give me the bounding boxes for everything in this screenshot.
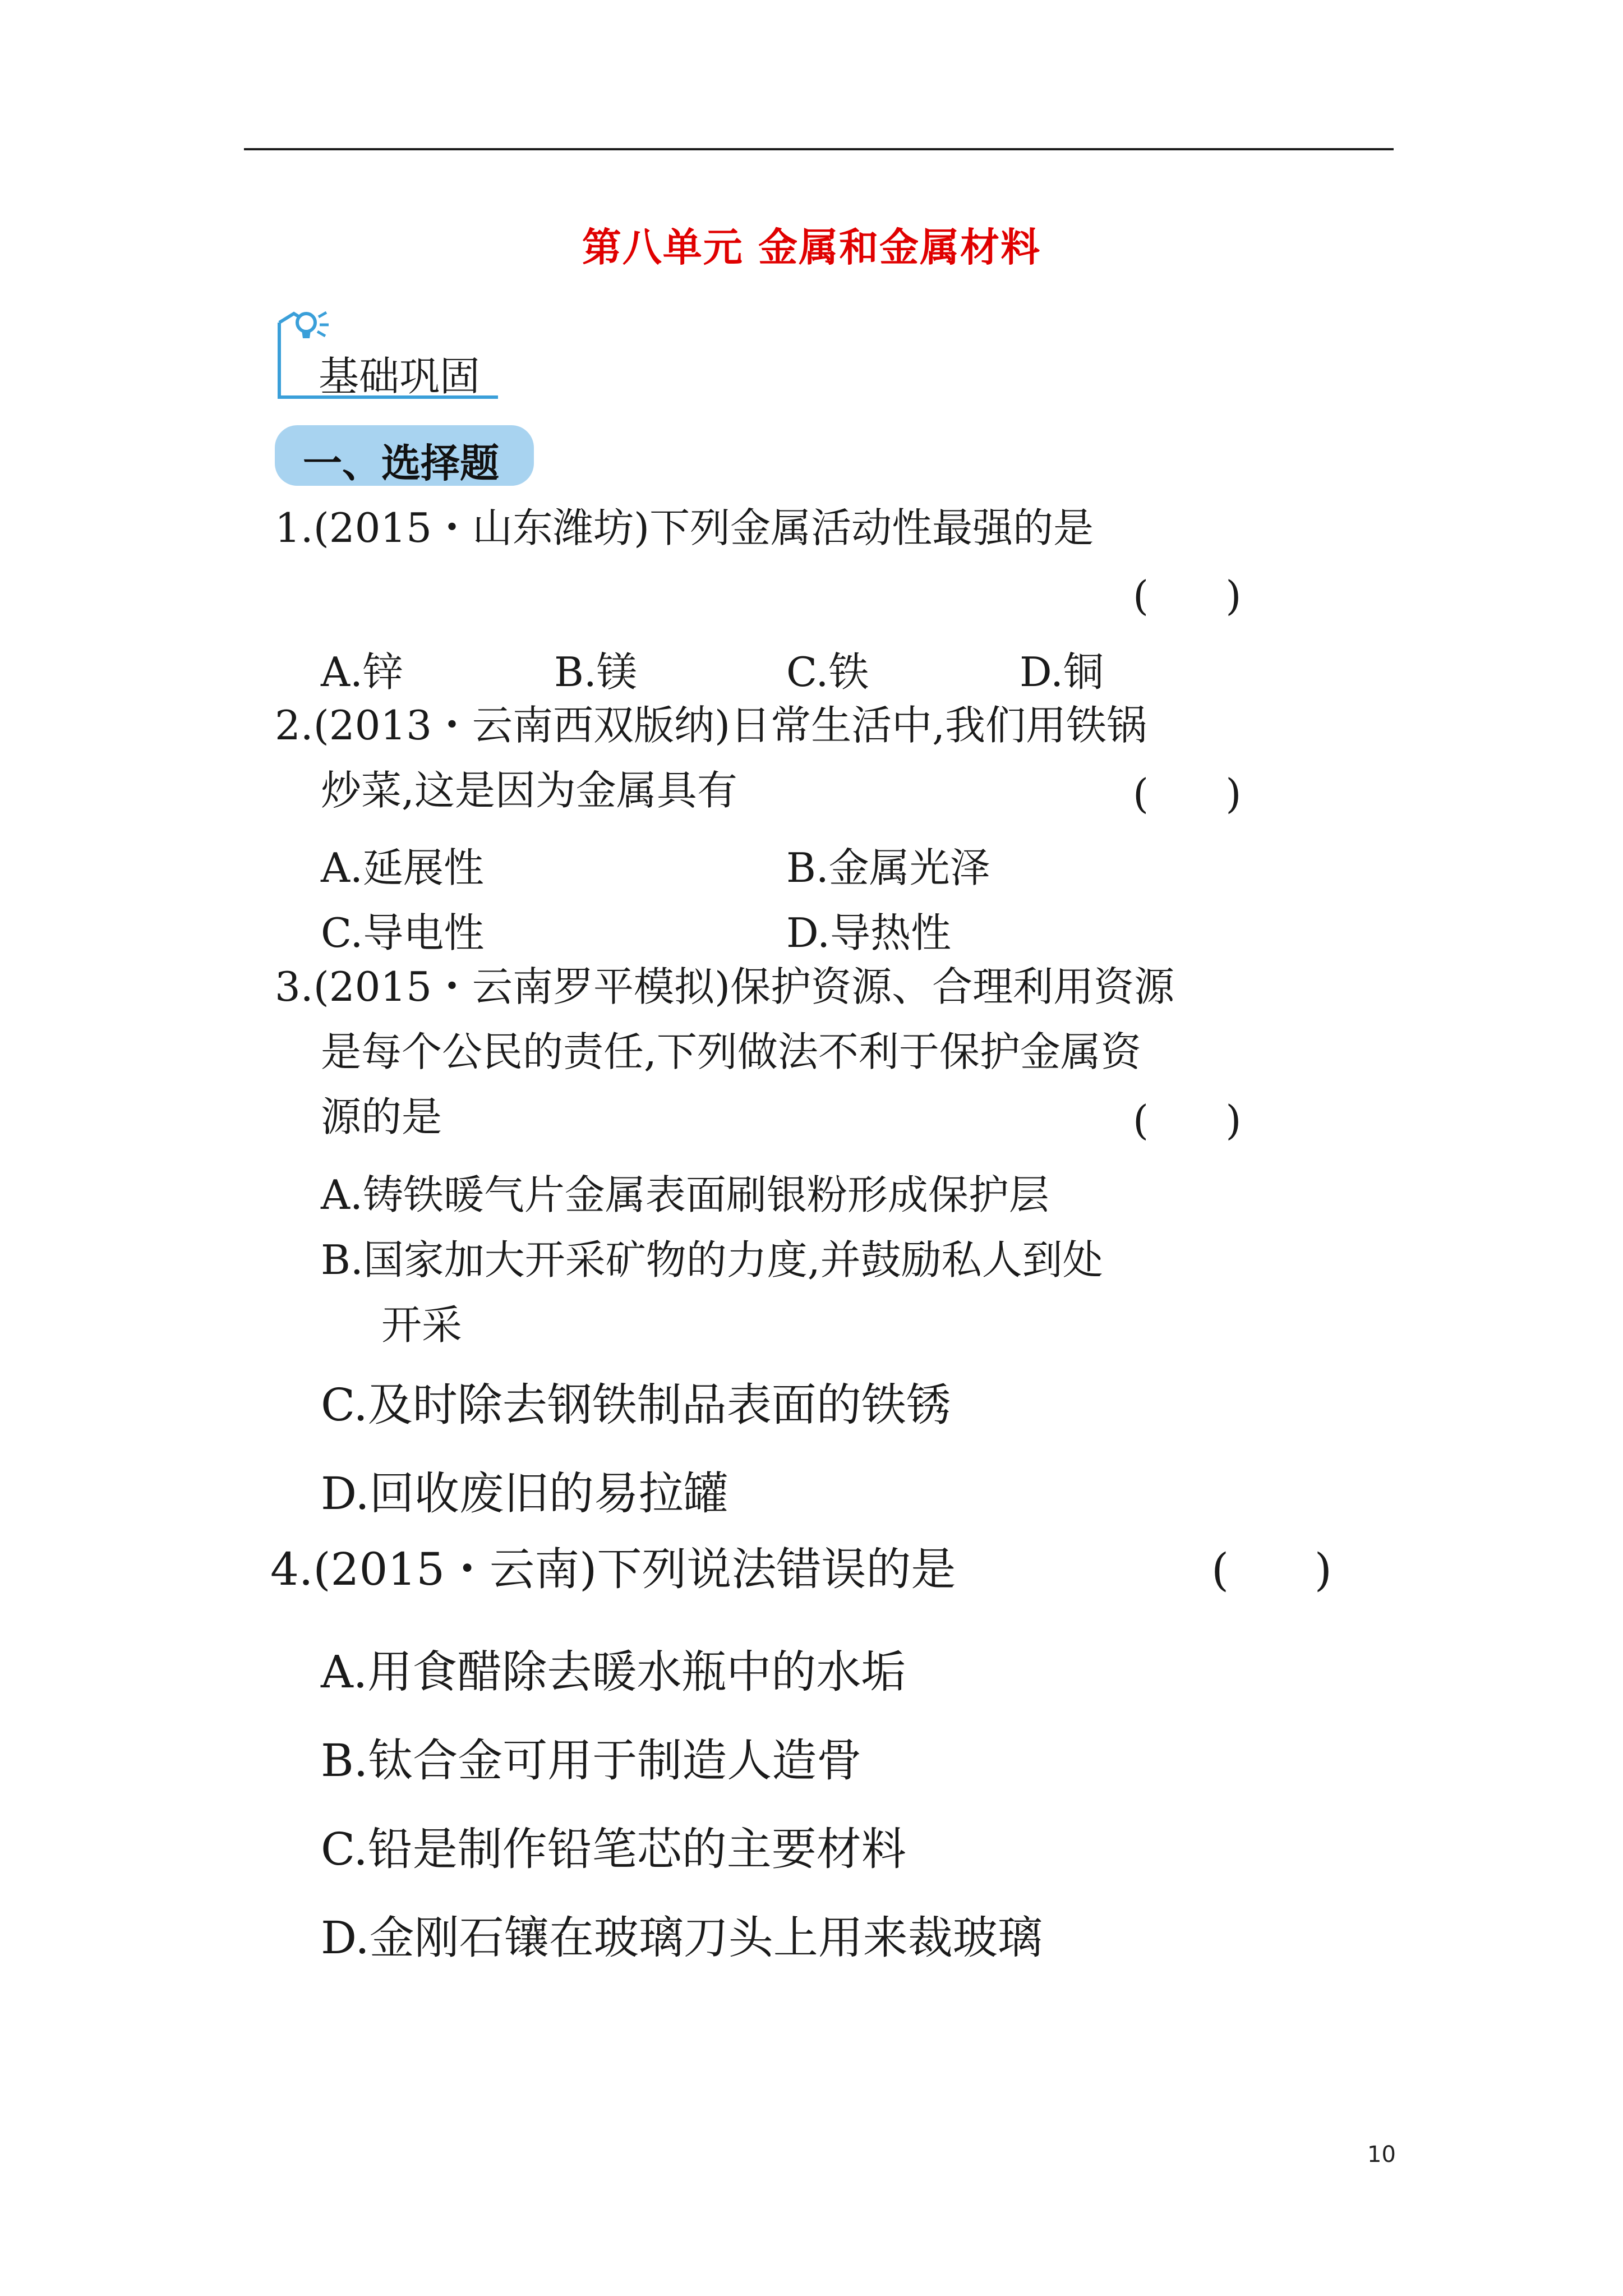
question-3-option-a: A.铸铁暖气片金属表面刷银粉形成保护层 — [321, 1171, 1049, 1218]
question-2-line-1: 2.(2013・云南西双版纳)日常生活中,我们用铁锅 — [275, 702, 1147, 749]
question-3-option-b: B.国家加大开采矿物的力度,并鼓励私人到处 — [321, 1236, 1103, 1283]
question-4-option-a: A.用食醋除去暖水瓶中的水垢 — [321, 1646, 906, 1698]
question-1-answer-blank: ( ) — [1133, 572, 1242, 619]
question-3-line-3: 源的是 — [321, 1093, 442, 1140]
question-2-option-c: C.导电性 — [321, 909, 485, 956]
question-3-option-b-continued: 开采 — [381, 1301, 463, 1349]
question-4-option-c: C.铅是制作铅笔芯的主要材料 — [321, 1823, 906, 1875]
section-label: 一、选择题 — [303, 440, 499, 486]
question-3-line-1: 3.(2015・云南罗平模拟)保护资源、合理利用资源 — [275, 963, 1175, 1010]
question-2-line-2: 炒菜,这是因为金属具有 — [321, 767, 737, 814]
question-3-option-d: D.回收废旧的易拉罐 — [321, 1467, 728, 1520]
section-badge — [275, 306, 510, 401]
page-title: 第八单元 金属和金属材料 — [582, 224, 1041, 270]
page-number: 10 — [1367, 2142, 1396, 2168]
question-4-option-b: B.钛合金可用于制造人造骨 — [321, 1734, 862, 1787]
question-1-line-1: 1.(2015・山东潍坊)下列金属活动性最强的是 — [275, 504, 1094, 551]
header-rule — [244, 148, 1394, 150]
question-1-option-c: C.铁 — [786, 648, 869, 696]
badge-label: 基础巩固 — [319, 353, 481, 400]
question-2-option-d: D.导热性 — [786, 909, 952, 956]
question-3-option-c: C.及时除去钢铁制品表面的铁锈 — [321, 1379, 951, 1431]
question-2-option-a: A.延展性 — [321, 844, 484, 891]
question-4-answer-blank: ( ) — [1211, 1544, 1332, 1596]
question-3-line-2: 是每个公民的责任,下列做法不利于保护金属资 — [321, 1028, 1141, 1075]
question-1-option-a: A.锌 — [321, 648, 403, 696]
question-1-option-d: D.铜 — [1020, 648, 1104, 696]
question-4-option-d: D.金刚石镶在玻璃刀头上用来裁玻璃 — [321, 1912, 1043, 1964]
question-2-option-b: B.金属光泽 — [786, 844, 990, 891]
question-2-answer-blank: ( ) — [1133, 770, 1242, 817]
question-4-line-1: 4.(2015・云南)下列说法错误的是 — [270, 1543, 956, 1595]
question-3-answer-blank: ( ) — [1133, 1097, 1242, 1144]
question-1-option-b: B.镁 — [554, 648, 637, 696]
